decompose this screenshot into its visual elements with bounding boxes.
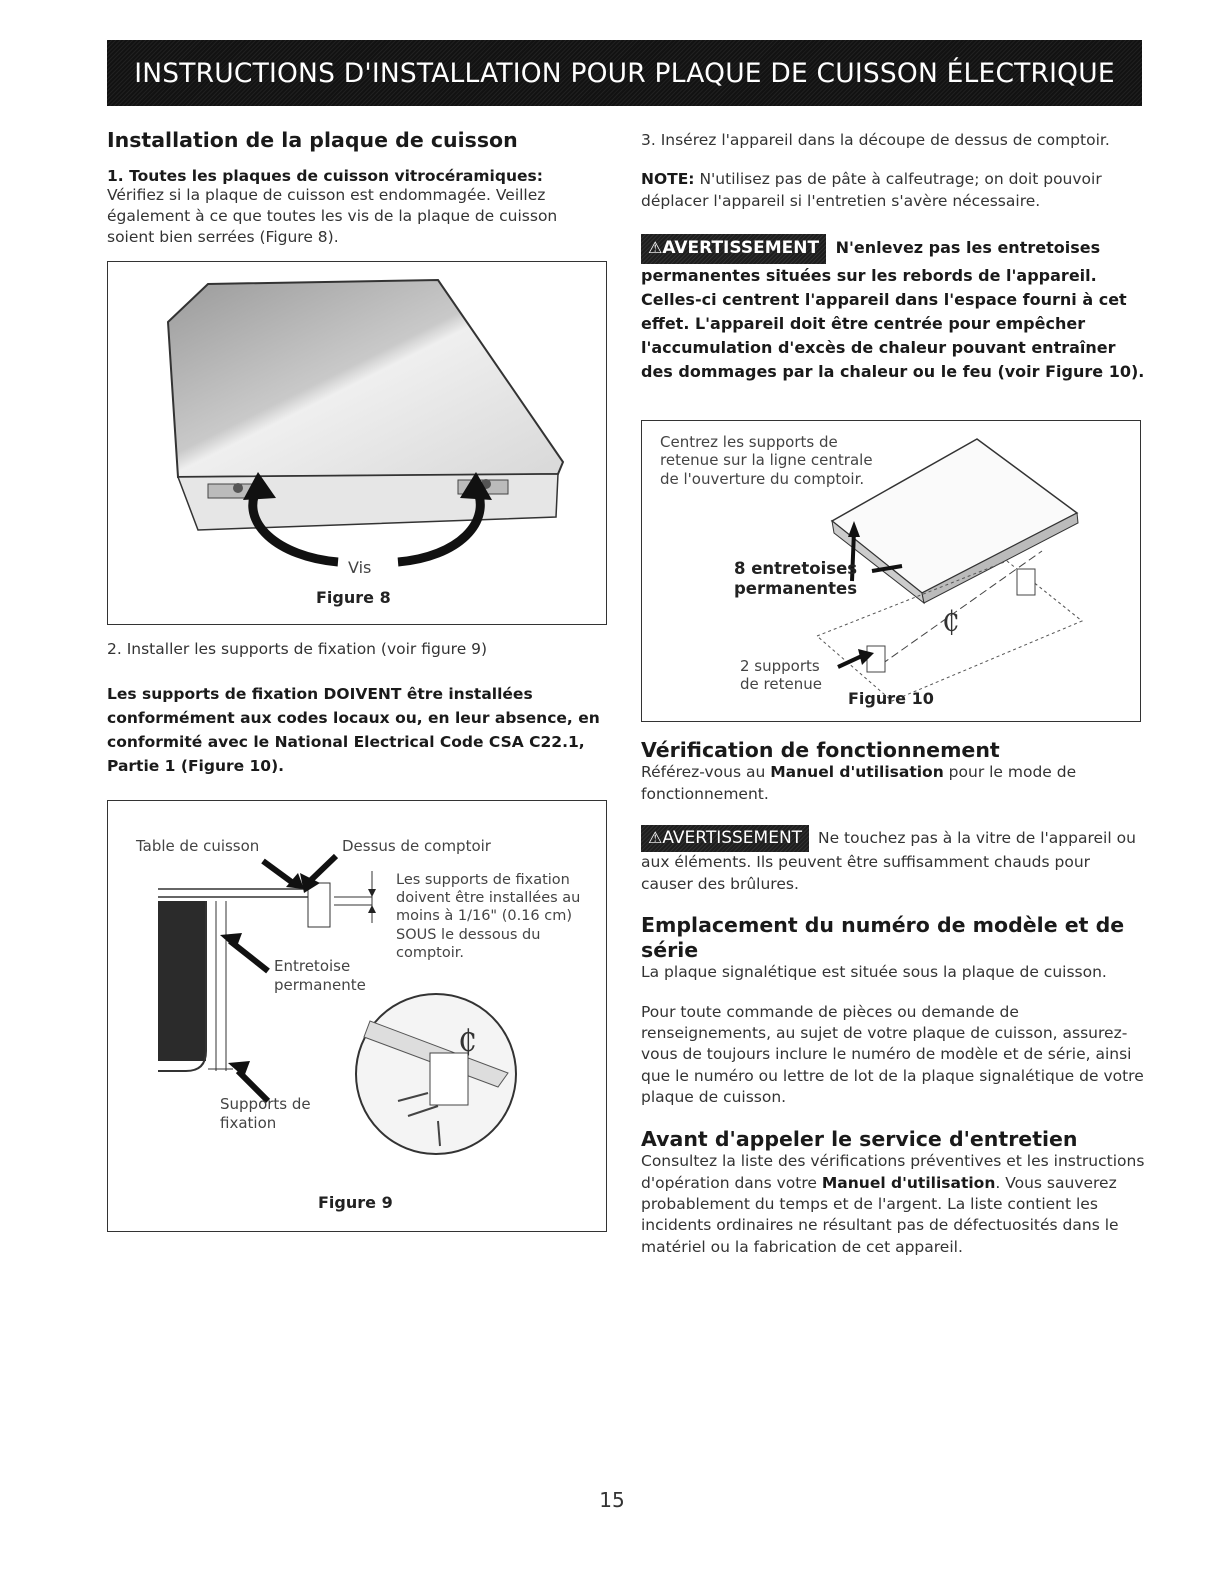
bracket-section-illustration	[108, 801, 606, 1231]
step2-text: 2. Installer les supports de fixation (voir figure 9)	[107, 639, 488, 658]
mounting-bracket-code-note: Les supports de fixation DOIVENT être installées conformément aux codes locaux ou, en leur absence, en conformité avec le National Electrical Code CSA C22.1, Partie 1 (Figure 10).	[107, 685, 600, 776]
figure-10	[641, 420, 1141, 722]
brackets-label: Supports de fixation	[220, 1095, 311, 1132]
screws-label: Vis	[348, 557, 372, 577]
ordering-info-text: Pour toute commande de pièces ou demande de renseignements, au sujet de votre plaque de cuisson, assurez-vous de toujours inclure le numéro de modèle et de série, ainsi que le numéro ou lettre de lot de la plaque signalétique de votre plaque de cuisson.	[641, 1002, 1144, 1107]
page-number: 15	[599, 1488, 625, 1512]
section-heading-verification: Vérification de fonctionnement	[641, 737, 1000, 762]
figure-9	[107, 800, 607, 1232]
warning-badge: ⚠AVERTISSEMENT	[641, 234, 826, 264]
bracket-distance-note: Les supports de fixation doivent être installées au moins à 1/16" (0.16 cm) SOUS le dessous du comptoir.	[396, 872, 581, 961]
right-column	[641, 128, 1146, 1258]
section-heading-before-service: Avant d'appeler le service d'entretien	[641, 1126, 1078, 1151]
warning-triangle-icon: ⚠	[648, 827, 663, 847]
figure-8-caption: Figure 8	[316, 587, 391, 607]
page-title-banner	[107, 40, 1142, 106]
figure-10-caption: Figure 10	[848, 688, 934, 708]
warning-spacers-text: N'enlevez pas les entretoises permanentes situées sur les rebords de l'appareil. Celles-ci centrent l'appareil dans l'espace fourni à cet effet. L'appareil doit être centrée pour empêcher l'accumulation d'excès de chaleur pouvant entraîner des dommages par la chaleur ou le feu (voir Figure 10).	[641, 238, 1145, 381]
warning-hot-glass	[641, 825, 1146, 895]
warning-triangle-icon: ⚠	[648, 238, 663, 258]
countertop-label: Dessus de comptoir	[342, 837, 491, 856]
note-paragraph	[641, 169, 1146, 212]
spacer-label: Entretoise permanente	[274, 957, 366, 994]
warning-badge: ⚠AVERTISSEMENT	[641, 825, 809, 852]
svg-text:₵: ₵	[458, 1024, 478, 1060]
spacers-label: 8 entretoises permanentes	[734, 558, 858, 599]
step1-text: Vérifiez si la plaque de cuisson est endommagée. Veillez également à ce que toutes les vis de la plaque de cuisson soient bien serrées (Figure 8).	[107, 185, 558, 247]
svg-text:₵: ₵	[942, 604, 960, 638]
section-heading-model-location: Emplacement du numéro de modèle et de série	[641, 913, 1125, 962]
cooktop-label: Table de cuisson	[136, 837, 260, 856]
user-manual-reference: Manuel d'utilisation	[770, 763, 944, 782]
figure-9-caption: Figure 9	[318, 1193, 393, 1213]
page-title: INSTRUCTIONS D'INSTALLATION POUR PLAQUE DE CUISSON ÉLECTRIQUE	[134, 57, 1115, 89]
step1-title: 1. Toutes les plaques de cuisson vitrocéramiques:	[107, 166, 543, 185]
user-manual-reference: Manuel d'utilisation	[821, 1173, 996, 1192]
warning-hot-glass-text: Ne touchez pas à la vitre de l'appareil ou aux éléments. Ils peuvent être suffisamment chauds pour causer des brûlures.	[641, 828, 1136, 893]
centering-instruction-label: Centrez les supports de retenue sur la ligne centrale de l'ouverture du comptoir.	[660, 432, 873, 489]
section-heading-installation: Installation de la plaque de cuisson	[107, 128, 518, 152]
verification-text: Référez-vous au Manuel d'utilisation pour le mode de fonctionnement.	[641, 763, 1077, 803]
left-column	[107, 128, 607, 1232]
note-text: N'utilisez pas de pâte à calfeutrage; on doit pouvoir déplacer l'appareil si l'entretien s'avère nécessaire.	[641, 170, 1102, 210]
step3-text: 3. Insérez l'appareil dans la découpe de dessus de comptoir.	[641, 131, 1110, 149]
warning-spacers	[641, 234, 1146, 384]
model-location-text: La plaque signalétique est située sous la plaque de cuisson.	[641, 963, 1107, 982]
note-label: NOTE:	[641, 170, 695, 189]
retaining-brackets-label: 2 supports de retenue	[740, 656, 822, 694]
figure-8	[107, 261, 607, 625]
before-service-text: Consultez la liste des vérifications préventives et les instructions d'opération dans votre Manuel d'utilisation. Vous sauverez probablement du temps et de l'argent. La liste contient les incidents ordinaires ne résultant pas de défectuosités dans le matériel ou la fabrication de cet appareil.	[641, 1152, 1145, 1256]
